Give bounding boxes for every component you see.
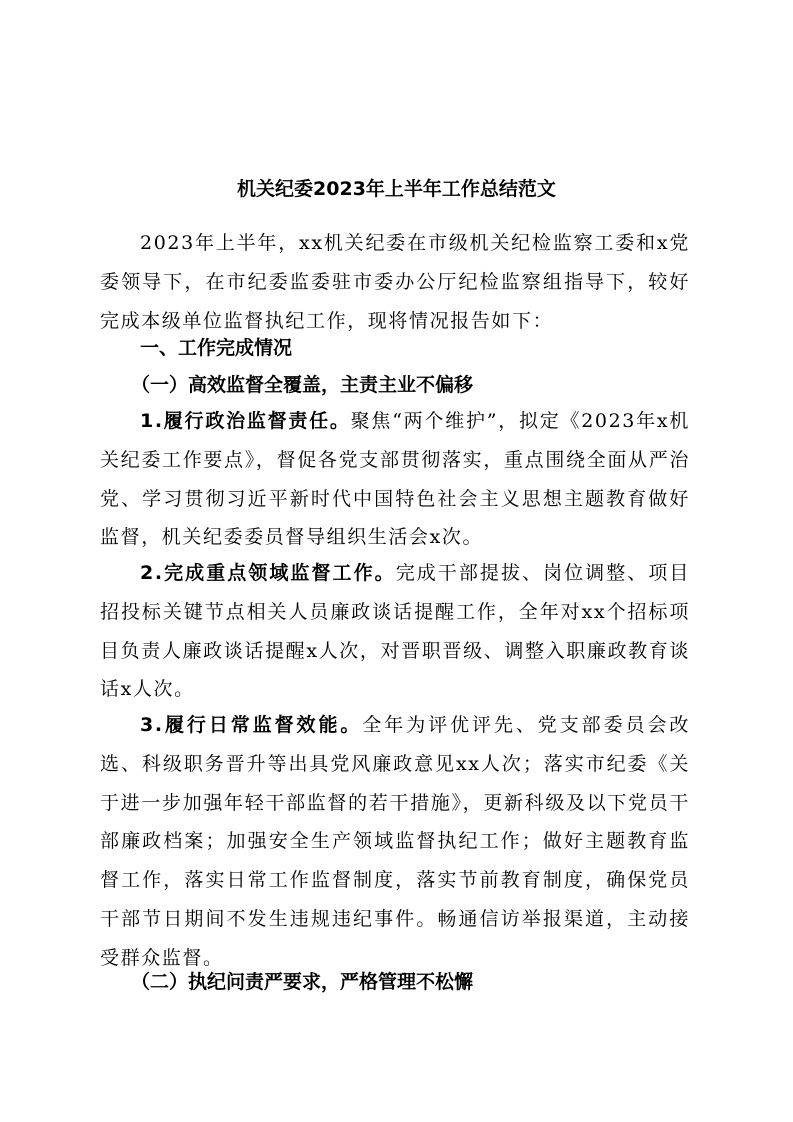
document-title: 机关纪委2023年上半年工作总结范文 bbox=[237, 178, 556, 200]
item-1-text: 聚焦“两个维护”，拟定《2023年x机关纪委工作要点》，督促各党支部贯彻落实，重点围绕全面从严治党、学习贯彻习近平新时代中国特色社会主义思想主题教育做好监督，机关纪委委员督导组织生活会x次。 bbox=[100, 410, 690, 549]
paragraph-item-1 bbox=[100, 402, 690, 557]
subsection-heading-1: （一）高效监督全覆盖，主责主业不偏移 bbox=[131, 374, 474, 396]
item-3-lead: 3.履行日常监督效能。 bbox=[140, 714, 363, 736]
item-2-text: 完成干部提拔、岗位调整、项目招投标关键节点相关人员廉政谈话提醒工作，全年对xx个招标项目负责人廉政谈话提醒x人次，对晋职晋级、调整入职廉政教育谈话x人次。 bbox=[100, 562, 690, 701]
paragraph-item-2 bbox=[100, 554, 690, 709]
item-2-lead: 2.完成重点领域监督工作。 bbox=[140, 562, 396, 584]
item-3-text: 全年为评优评先、党支部委员会改选、科级职务晋升等出具党风廉政意见xx人次；落实市纪委《关于进一步加强年轻干部监督的若干措施》，更新科级及以下党员干部廉政档案；加强安全生产领域监督执纪工作；做好主题教育监督工作，落实日常工作监督制度，落实节前教育制度，确保党员干部节日期间不发生违规违纪事件。畅通信访举报渠道，主动接受群众监督。 bbox=[100, 714, 690, 969]
section-heading-1: 一、工作完成情况 bbox=[140, 337, 293, 359]
subsection-heading-2: （二）执纪问责严要求，严格管理不松懈 bbox=[131, 971, 474, 993]
item-1-lead: 1.履行政治监督责任。 bbox=[140, 410, 351, 432]
paragraph-item-3 bbox=[100, 706, 690, 978]
intro-paragraph: 2023年上半年，xx机关纪委在市级机关纪检监察工委和x党委领导下，在市纪委监委驻市委办公厅纪检监察组指导下，较好完成本级单位监督执纪工作，现将情况报告如下： bbox=[100, 232, 690, 332]
